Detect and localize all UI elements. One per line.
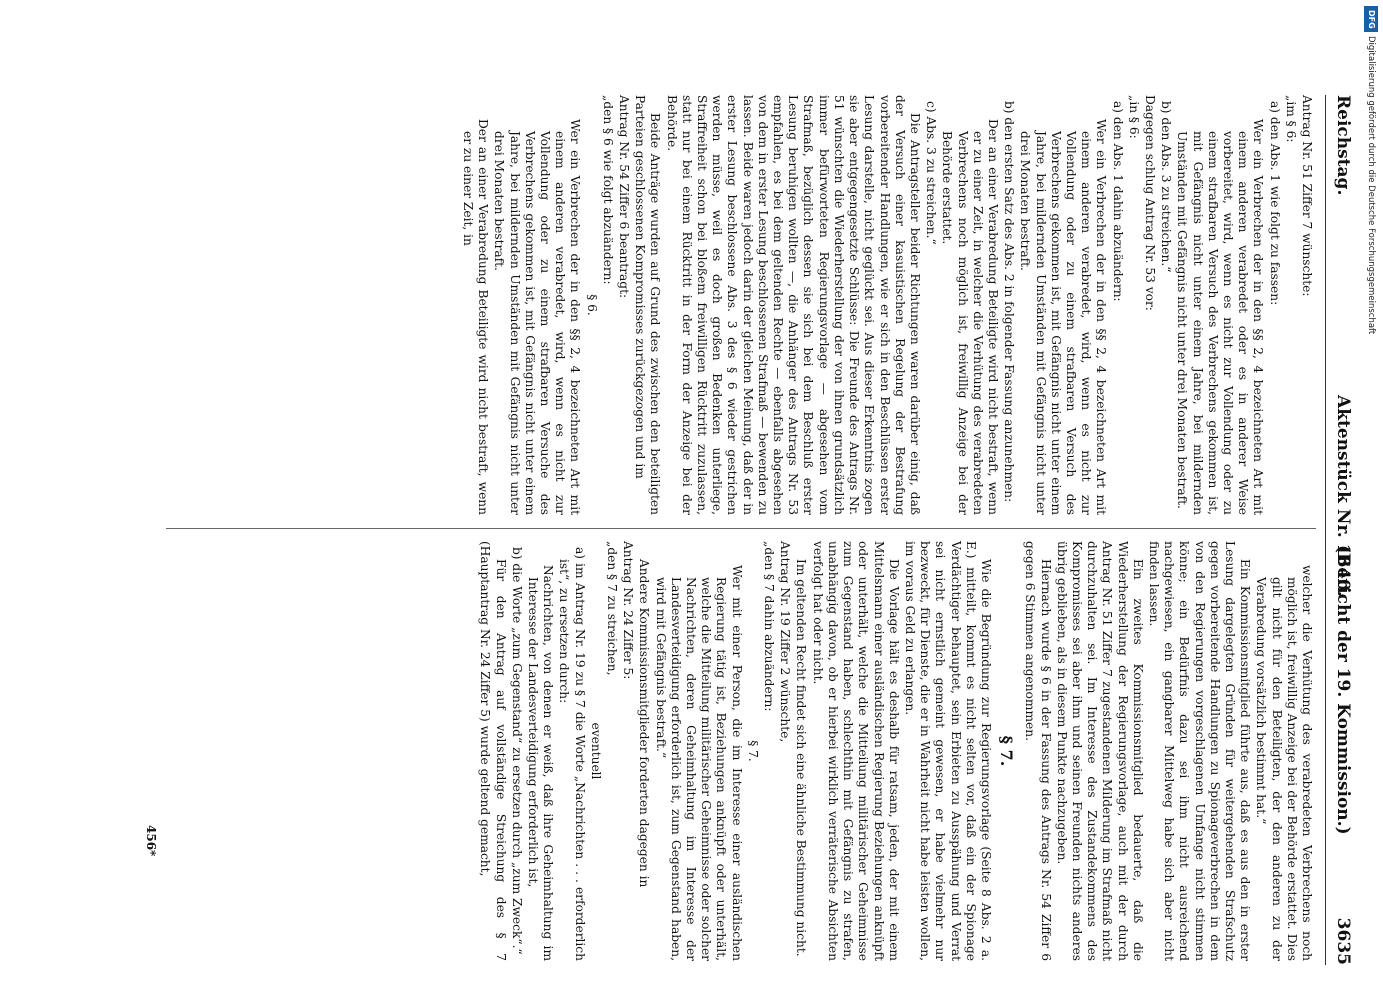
paragraph: b) den Abs. 3 zu streichen.“	[1159, 101, 1174, 273]
header-rule	[1325, 95, 1326, 965]
paragraph: Ein Kommissionsmitglied führte aus, daß es aus den in erster Lesung dargelegten Gründen für weitergehenden Strafschutz gegen vorbereitende Handlungen zu Spionageverbrechen in dem von den Regierungen vorgeschlagenen Umfange nicht stimmen könne; ein Bedürfnis dazu sei ihm nicht ausreichend nachgewiesen, ein gangbarer Mittelweg habe sich aber nicht finden lassen.	[1146, 541, 1253, 961]
paragraph: Wie die Begründung zur Regierungsvorlage (Seite 8 Abs. 2 a. E.) mitteilt, kommt es nicht selten vor, daß ein der Spionage Verdächtiger behauptet, sein Erbieten zu Ausspähung und Verrat sei nicht ernstlich gemeint gewesen, er habe vielmehr nur bezweckt, für Dienste, die er in Wahrheit nicht habe leisten wollen, im voraus Geld zu erlangen.	[902, 541, 993, 961]
paragraph: Wer ein Verbrechen der in den §§ 2, 4 bezeichneten Art mit einem anderen verabredet, wird, wenn es nicht zur Vollendung oder zu einem strafbaren Versuche des Verbrechens gekommen ist, mit Gefängnis nicht unter einem Jahre, bei mildernden Umständen mit Gefängnis nicht unter drei Monaten bestraft.	[492, 119, 583, 515]
section-heading: § 7.	[997, 735, 1017, 767]
paragraph: Der an einer Verabredung Beteiligte wird nicht bestraft, wenn er zu einer Zeit, in welcher die Verhütung des verabredeten Verbrechens noch möglich ist, freiwillig Anzeige bei der Behörde erstattet.	[940, 119, 1000, 515]
paragraph: eventuell	[588, 722, 603, 780]
column-separator	[166, 528, 1316, 529]
document-page	[86, 95, 1356, 965]
paragraph: Wer ein Verbrechen der in den §§ 2, 4 bezeichneten Art mit einem anderen verabredet oder es in anderer Weise vorbereitet, wird, wenn es nicht zur Vollendung oder zu einem strafbaren Versuch des Verbrechens gekommen ist, mit Gefängnis nicht unter einem Jahre, bei mildernden Umständen mit Gefängnis nicht unter drei Monaten bestraft.	[1175, 119, 1266, 515]
paragraph: „den § 7 dahin abzuändern:	[762, 541, 777, 712]
page-header	[1330, 95, 1356, 965]
dfg-badge: DFG	[1364, 6, 1378, 32]
header-bericht: (Bericht der 19. Kommission.)	[1333, 545, 1353, 835]
paragraph: „im § 6:	[1283, 95, 1298, 143]
paragraph: Antrag Nr. 51 Ziffer 7 wünschte:	[1300, 95, 1314, 297]
paragraph: Wer ein Verbrechen der in den §§ 2, 4 bezeichneten Art mit einem anderen verabredet, wird, wenn es nicht zur Vollendung oder zu einem strafbaren Versuch des Verbrechens gekommen ist, mit Gefängnis nicht unter einem Jahre, bei mildernden Umständen mit Gefängnis nicht unter drei Monaten bestraft.	[1018, 119, 1109, 515]
paragraph: Beide Anträge wurden auf Grund des zwischen den beteiligten Parteien geschlossenen Kompromisses zurückgezogen und im	[633, 95, 663, 515]
right-column	[476, 541, 1314, 961]
paragraph: § 6.	[584, 294, 599, 316]
paragraph: Dagegen schlug Antrag Nr. 53 vor:	[1142, 95, 1157, 311]
paragraph: welcher die Verhütung des verabredeten Verbrechens noch möglich ist, freiwillig Anzeige bei der Behörde erstattet. Dies gilt nicht für den Beteiligten, der den anderen zu der Verabredung vorsätzlich bestimmt hat.“	[1254, 565, 1314, 961]
signature-mark: 456*	[144, 825, 158, 857]
paragraph: Antrag Nr. 24 Ziffer 5:	[621, 541, 636, 680]
header-page-number: 3635	[1333, 917, 1353, 965]
paragraph: Im geltenden Recht findet sich eine ähnliche Bestimmung nicht.	[794, 559, 809, 957]
paragraph: „in § 6:	[1126, 95, 1141, 139]
header-reichstag: Reichstag.	[1333, 95, 1353, 196]
paragraph: Wer mit einer Person, die im Interesse einer ausländischen Regierung tätig ist, Beziehungen anknüpft oder unterhält, welche die Mitteilung militärischer Geheimnisse oder solcher Nachrichten, deren Geheimhaltung im Interesse der Landesverteidigung erforderlich ist, zum Gegenstand haben, wird mit Gefängnis bestraft.“	[653, 565, 744, 961]
paragraph: a) den Abs. 1 dahin abzuändern:	[1110, 101, 1125, 302]
paragraph: Antrag Nr. 19 Ziffer 2 wünschte,	[778, 541, 793, 743]
paragraph: Antrag Nr. 54 Ziffer 6 beantragt:	[617, 95, 632, 299]
paragraph: „den § 7 zu streichen,	[605, 541, 620, 676]
paragraph: a) im Antrag Nr. 19 zu § 7 die Worte „Nachrichten . . . erforderlich ist“, zu ersetzen durch:	[557, 547, 587, 961]
paragraph: Der an einer Verabredung Beteiligte wird nicht bestraft, wenn er zu einer Zeit, in	[461, 119, 491, 515]
header-aktenstueck: Aktenstück Nr. 1640.	[1333, 395, 1353, 597]
paragraph: „den § 6 wie folgt abzuändern:	[600, 95, 615, 285]
paragraph: Ein zweites Kommissionsmitglied bedauerte, daß die Wiederherstellung der Regierungsvorlage, auch mit der durch Antrag Nr. 51 Ziffer 7 zugestandenen Milderung im Strafmaß nicht durchzuhalten sei. Im Interesse des Zustandekommens des Kompromisses sei aber ihm und seinen Freunden nichts anderes übrig geblieben, als in diesem Punkte nachzugeben.	[1054, 541, 1145, 961]
left-column	[459, 95, 1314, 515]
paragraph: Für den Antrag auf vollständige Streichung des § 7 (Hauptantrag Nr. 24 Ziffer 5) wurde geltend gemacht,	[478, 541, 508, 961]
paragraph: Die Vorlage hält es deshalb für ratsam, jeden, der mit einem Mittelsmann einer ausländischen Regierung Beziehungen anknüpft oder unterhält, welche die Mitteilung militärischer Geheimnisse zum Gegenstand haben, schlechthin mit Gefängnis zu strafen, unabhängig davon, ob er hierbei wirklich verräterische Absichten verfolgt hat oder nicht.	[810, 541, 901, 961]
paragraph: c) Abs. 3 zu streichen.“	[924, 101, 939, 245]
paragraph: Nachrichten, von denen er weiß, daß ihre Geheimhaltung im Interesse der Landesverteidigung erforderlich ist,	[526, 565, 556, 961]
paragraph: a) den Abs. 1 wie folgt zu fassen:	[1267, 101, 1282, 306]
paragraph: Andere Kommissionsmitglieder forderten dagegen in	[637, 559, 652, 888]
paragraph: b) die Worte „zum Gegenstand“ zu ersetzen durch „zum Zweck“.“	[509, 547, 524, 955]
paragraph: § 7.	[745, 740, 760, 762]
paragraph: Hiernach wurde § 6 in der Fassung des Antrags Nr. 54 Ziffer 6 gegen 6 Stimmen angenommen.	[1023, 541, 1053, 961]
paragraph: Die Antragsteller beider Richtungen waren darüber einig, daß der Versuch einer kasuistischen Regelung der Bestrafung vorbereitender Handlungen, wie er sich in den Beschlüssen erster Lesung darstelle, nicht geglückt sei. Aus dieser Erkenntnis zogen sie aber entgegengesetzte Schlüsse: Die Freunde des Antrags Nr. 51 wünschten die Wiederherstellung der von ihnen grundsätzlich immer befürworteten Regierungsvorlage — abgesehen vom Strafmaß, bezüglich dessen sie sich bei dem Beschluß erster Lesung beruhigen wollten —, die Anhänger des Antrags Nr. 53 empfahlen, es bei dem geltenden Rechte — ebenfalls abgesehen von dem in erster Lesung beschlossenen Strafmaß — bewenden zu lassen. Beide waren jedoch darin der gleichen Meinung, daß der in erster Lesung beschlossene Abs. 3 des § 6 wieder gestrichen werden müsse, weil es doch großen Bedenken unterliege, Straffreiheit schon bei bloßem freiwilligen Rücktritt zuzulassen, statt nur bei einem Rücktritt in der Form der Anzeige bei der Behörde.	[664, 95, 922, 515]
digitization-note: Digitalisierung gefördert durch die Deutsche Forschungsgemeinschaft	[1366, 36, 1376, 335]
paragraph: b) den ersten Satz des Abs. 2 in folgender Fassung anzunehmen:	[1002, 101, 1017, 503]
